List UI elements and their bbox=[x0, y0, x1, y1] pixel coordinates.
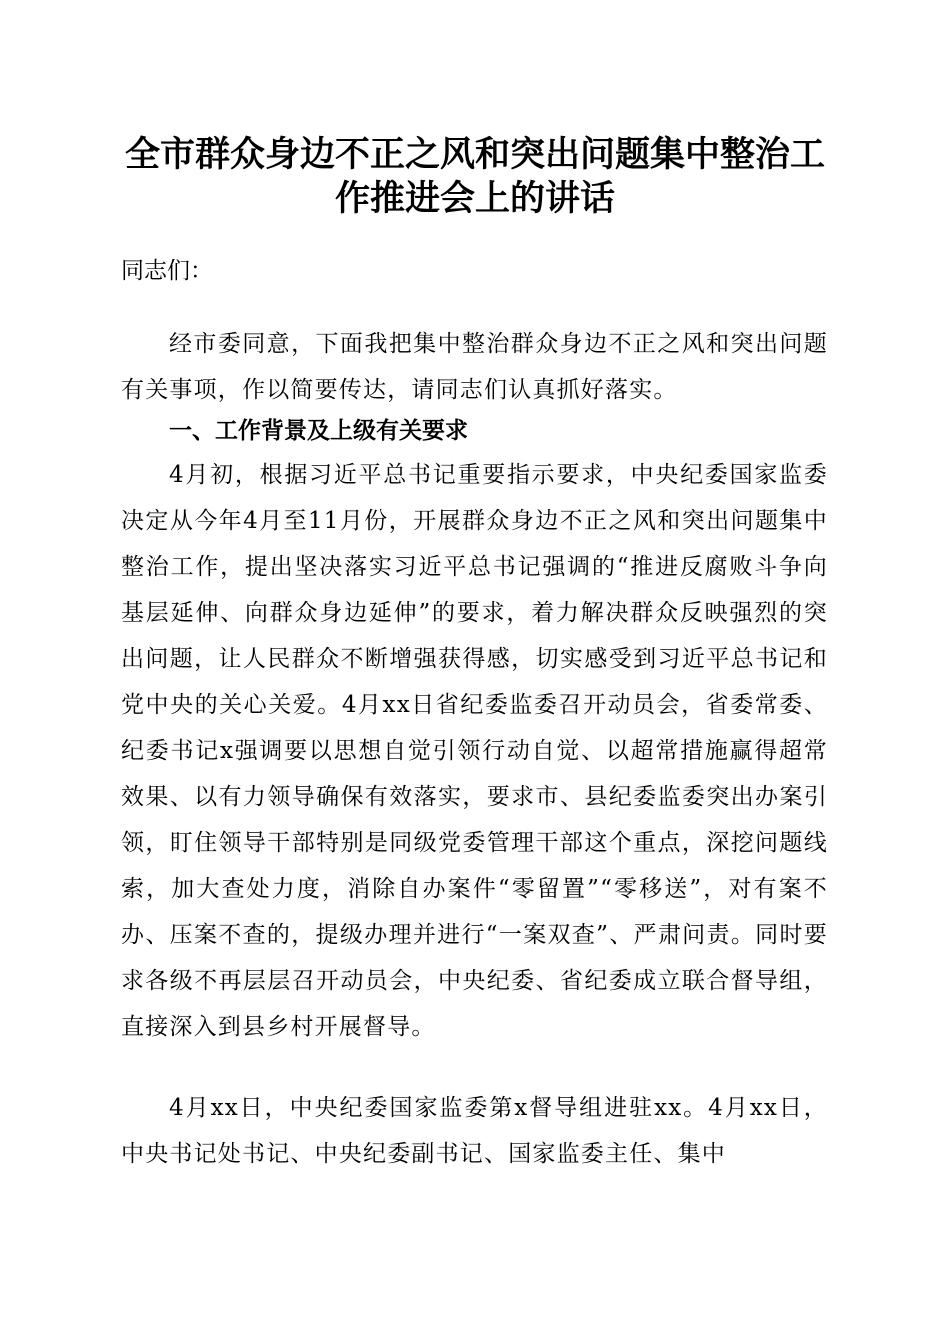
salutation: 同志们： bbox=[121, 258, 213, 284]
paragraph-inspection: 4月xx日，中央纪委国家监委第x督导组进驻xx。4月xx日，中央书记处书记、中央纪委副书记、国家监委主任、集中 bbox=[121, 1095, 828, 1167]
document-title: 全市群众身边不正之风和突出问题集中整治工作推进会上的讲话 bbox=[124, 134, 825, 219]
section-heading: 一、工作背景及上级有关要求 bbox=[169, 418, 468, 444]
paragraph-background: 4月初，根据习近平总书记重要指示要求，中央纪委国家监委决定从今年4月至11月份，开展群众身边不正之风和突出问题集中整治工作，提出坚决落实习近平总书记强调的“推进反腐败斗争向基层延伸、向群众身边延伸”的要求，着力解决群众反映强烈的突出问题，让人民群众不断增强获得感，切实感受到习近平总书记和党中央的关心关爱。4月xx日省纪委监委召开动员会，省委常委、纪委书记x强调要以思想自觉引领行动自觉、以超常措施赢得超常效果、以有力领导确保有效落实，要求市、县纪委监委突出办案引领，盯住领导干部特别是同级党委管理干部这个重点，深挖问题线索，加大查处力度，消除自办案件“零留置”“零移送”，对有案不办、压案不查的，提级办理并进行“一案双查”、严肃问责。同时要求各级不再层层召开动员会，中央纪委、省纪委成立联合督导组，直接深入到县乡村开展督导。 bbox=[121, 462, 828, 1040]
paragraph-intro: 经市委同意，下面我把集中整治群众身边不正之风和突出问题有关事项，作以简要传达，请同志们认真抓好落实。 bbox=[121, 331, 828, 403]
